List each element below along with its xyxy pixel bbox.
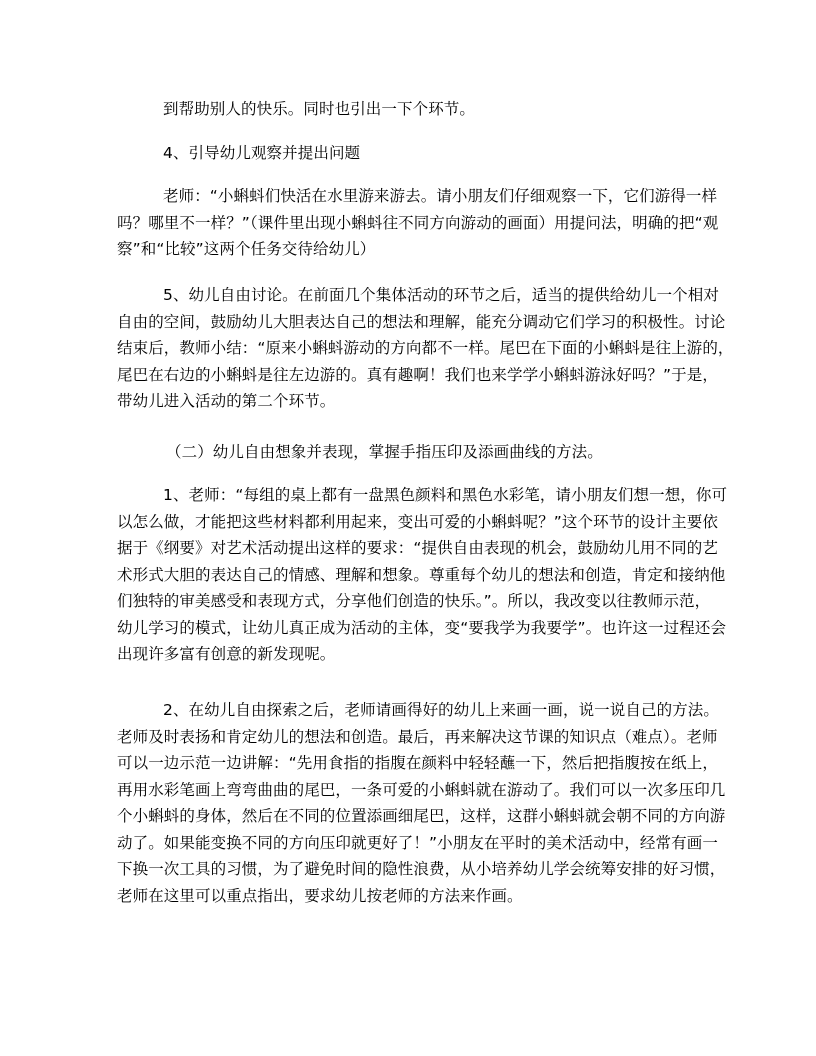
- text-line: 结束后，教师小结：“原来小蝌蚪游动的方向都不一样。尾巴在下面的小蝌蚪是往上游的，: [117, 339, 734, 357]
- paragraph-step-1: [117, 482, 728, 668]
- paragraph-teacher-question: [117, 183, 719, 263]
- paragraph-1: [163, 96, 753, 123]
- text-line: 以怎么做，才能把这些材料都利用起来，变出可爱的小蝌蚪呢？”这个环节的设计主要依: [117, 512, 718, 531]
- text-line: 老师：“小蝌蚪们快活在水里游来游去。请小朋友们仔细观察一下，它们游得一样: [163, 187, 718, 205]
- text-line: 1、老师：“每组的桌上都有一盘黑色颜料和黑色水彩笔，请小朋友们想一想，你可: [163, 486, 728, 504]
- text-line: 老师在这里可以重点指出，要求幼儿按老师的方法来作画。: [117, 886, 523, 905]
- text-line: 个小蝌蚪的身体，然后在不同的位置添画细尾巴，这样，这群小蝌蚪就会朝不同的方向游: [117, 807, 726, 825]
- text-line: 下换一次工具的习惯，为了避免时间的隐性浪费，从小培养幼儿学会统筹安排的好习惯，: [117, 860, 726, 878]
- text-line: 术形式大胆的表达自己的情感、理解和想象。尊重每个幼儿的想法和创造，肯定和接纳他: [117, 565, 726, 584]
- text-line: 出现许多富有创意的新发现呢。: [117, 645, 336, 663]
- text-line: 吗？哪里不一样？”（课件里出现小蝌蚪往不同方向游动的画面）用提问法，明确的把“观: [117, 213, 719, 232]
- text-line: 们独特的审美感受和表现方式，分享他们创造的快乐。”。所以，我改变以往教师示范，: [117, 592, 711, 610]
- text-line: 老师及时表扬和肯定幼儿的想法和创造。最后，再来解决这节课的知识点（难点）。老师: [117, 727, 718, 746]
- text-line: 再用水彩笔画上弯弯曲曲的尾巴，一条可爱的小蝌蚪就在游动了。我们可以一次多压印几: [117, 780, 726, 799]
- paragraph-step-2: [117, 697, 726, 909]
- section-heading-4: [163, 140, 753, 167]
- text-line: 5、幼儿自由讨论。在前面几个集体活动的环节之后，适当的提供给幼儿一个相对: [163, 286, 719, 304]
- text-line: 2、在幼儿自由探索之后，老师请画得好的幼儿上来画一画，说一说自己的方法。: [163, 701, 719, 719]
- text-line: 动了。如果能变换不同的方向压印就更好了！”小朋友在平时的美术活动中，经常有画一: [117, 833, 718, 852]
- text-line: 可以一边示范一边讲解：“先用食指的指腹在颜料中轻轻蘸一下，然后把指腹按在纸上，: [117, 754, 718, 772]
- text-line: 察”和“比较”这两个任务交待给幼儿）: [117, 240, 376, 258]
- text-line: 带幼儿进入活动的第二个环节。: [117, 392, 336, 410]
- text-line: 尾巴在右边的小蝌蚪是往左边游的。真有趣啊！我们也来学学小蝌蚪游泳好吗？”于是，: [117, 365, 718, 384]
- text-line: 据于《纲要》对艺术活动提出这样的要求：“提供自由表现的机会，鼓励幼儿用不同的艺: [117, 539, 718, 557]
- text-line: 到帮助别人的快乐。同时也引出一下个环节。: [163, 100, 476, 118]
- text-line: （二）幼儿自由想象并表现，掌握手指压印及添画曲线的方法。: [166, 443, 603, 461]
- text-line: 自由的空间，鼓励幼儿大胆表达自己的想法和理解，能充分调动它们学习的积极性。讨论: [117, 312, 726, 331]
- text-line: 幼儿学习的模式，让幼儿真正成为活动的主体，变“要我学为我要学”。也许这一过程还会: [117, 618, 727, 637]
- text-line: 4、引导幼儿观察并提出问题: [163, 144, 361, 162]
- section-heading-2: [166, 439, 756, 466]
- paragraph-free-discussion: [117, 282, 734, 415]
